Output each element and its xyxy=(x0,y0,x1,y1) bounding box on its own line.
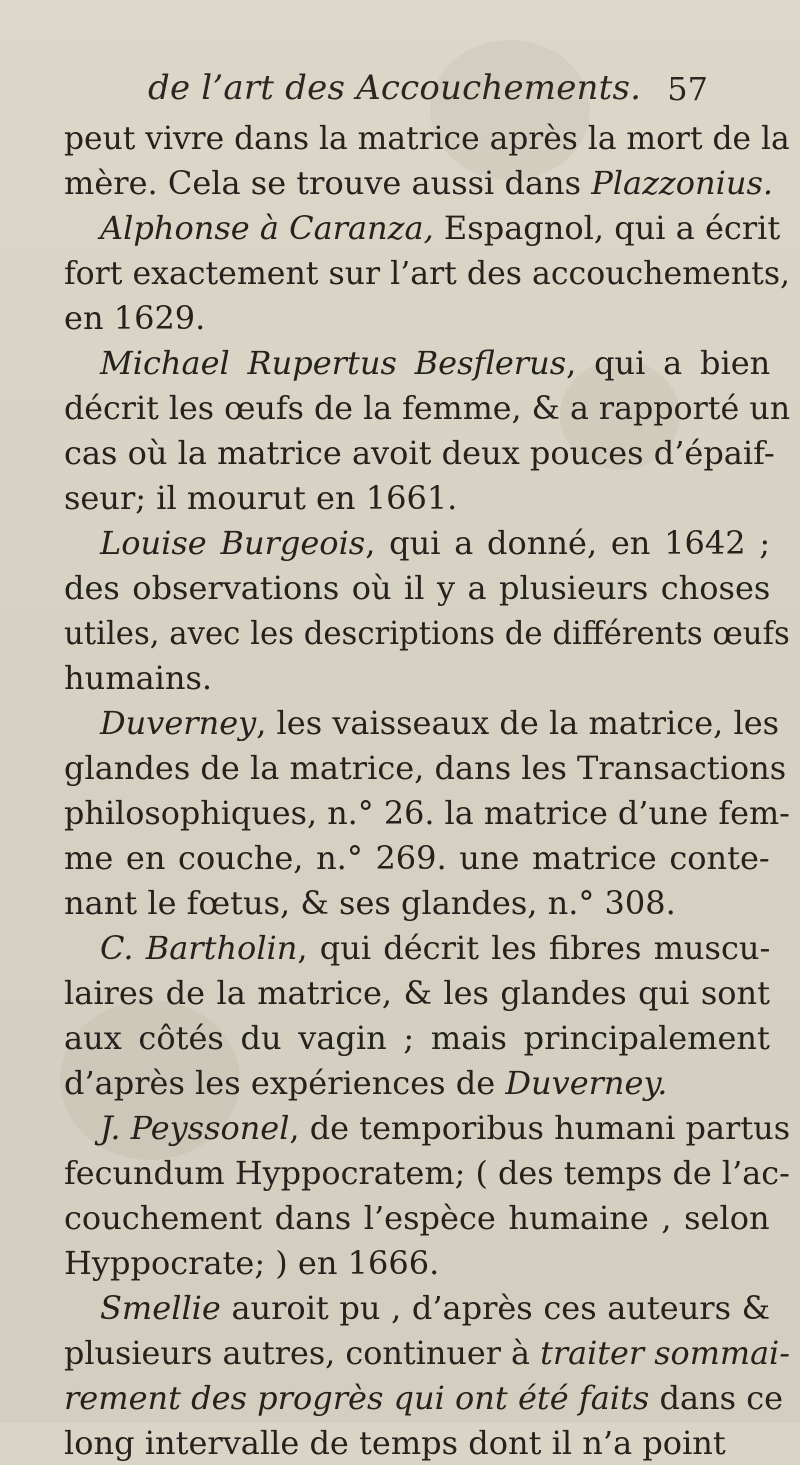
text-line: me en couche, n.° 269. une matrice conte- xyxy=(64,839,770,877)
text-line: seur; il mourut en 1661. xyxy=(64,479,458,517)
text-line: Louise Burgeois, qui a donné, en 1642 ; xyxy=(100,524,771,562)
text-line: utiles, avec les descriptions de différents œufs xyxy=(64,614,790,652)
text-line: laires de la matrice, & les glandes qui sont xyxy=(64,974,770,1012)
text-line: humains. xyxy=(64,659,213,697)
text-line: en 1629. xyxy=(64,299,206,337)
text-line: Hyppocrate; ) en 1666. xyxy=(64,1244,440,1282)
text-line: Alphonse à Caranza, Espagnol, qui a écrit xyxy=(100,209,781,247)
running-head: de l’art des Accouchements. xyxy=(148,68,642,108)
text-line: peut vivre dans la matrice après la mort de la xyxy=(64,119,790,157)
text-line: des observations où il y a plusieurs choses xyxy=(64,569,771,607)
text-line: philosophiques, n.° 26. la matrice d’une fem- xyxy=(64,794,790,832)
text-line: aux côtés du vagin ; mais principalement xyxy=(64,1019,770,1057)
text-line: rement des progrès qui ont été faits dans ce xyxy=(64,1379,784,1417)
text-line: couchement dans l’espèce humaine , selon xyxy=(64,1199,770,1237)
text-line: nant le fœtus, & ses glandes, n.° 308. xyxy=(64,884,676,922)
text-line: J. Peyssonel, de temporibus humani partus xyxy=(100,1109,791,1147)
page-header xyxy=(148,68,708,114)
text-line: d’après les expériences de Duverney. xyxy=(64,1064,668,1102)
text-line: cas où la matrice avoit deux pouces d’épaif- xyxy=(64,434,775,472)
text-line: fecundum Hyppocratem; ( des temps de l’ac- xyxy=(64,1154,790,1192)
page-number: 57 xyxy=(667,70,708,108)
text-line: mère. Cela se trouve aussi dans Plazzonius. xyxy=(64,164,774,202)
text-line: plusieurs autres, continuer à traiter sommai- xyxy=(64,1334,790,1372)
text-line: Smellie auroit pu , d’après ces auteurs & xyxy=(100,1289,771,1327)
text-line: décrit les œufs de la femme, & a rapporté un xyxy=(64,389,791,427)
text-line: fort exactement sur l’art des accouchements, xyxy=(64,254,791,292)
text-line: C. Bartholin, qui décrit les fibres muscu- xyxy=(100,929,771,967)
text-line: glandes de la matrice, dans les Transactions xyxy=(64,749,787,787)
text-line: Michael Rupertus Besflerus, qui a bien xyxy=(100,344,771,382)
text-line: long intervalle de temps dont il n’a point xyxy=(64,1424,726,1462)
text-line: Duverney, les vaisseaux de la matrice, les xyxy=(100,704,780,742)
